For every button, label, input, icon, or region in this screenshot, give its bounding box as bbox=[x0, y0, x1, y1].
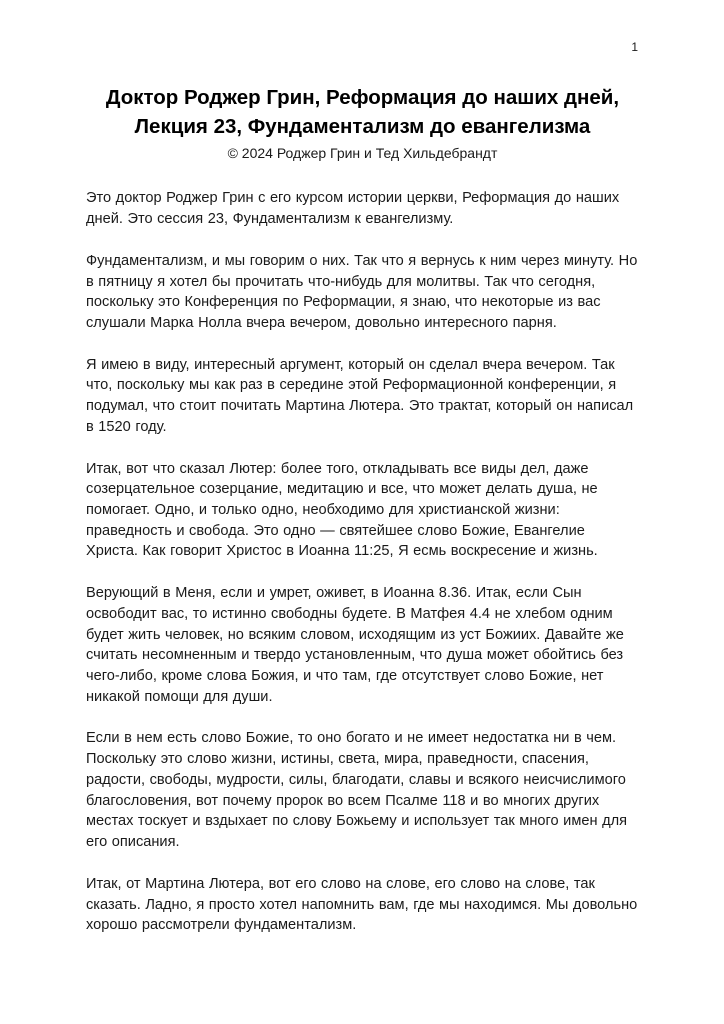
copyright-line: © 2024 Роджер Грин и Тед Хильдебрандт bbox=[227, 145, 498, 162]
document-title: Доктор Роджер Грин, Реформация до наших дней, Лекция 23, Фундаментализм до евангелизма bbox=[105, 86, 620, 138]
paragraph: Я имею в виду, интересный аргумент, который он сделал вчера вечером. Так что, поскольку мы как раз в середине этой Реформационной конференции, я подумал, что стоит почитать Мартина Лютера. Это трактат, который он написал в 1520 году. bbox=[86, 356, 634, 435]
paragraph: Фундаментализм, и мы говорим о них. Так что я вернусь к ним через минуту. Но в пятницу я хотел бы прочитать что-нибудь для молитвы. Так что сегодня, поскольку это Конференция по Реформации, я знаю, что некоторые из вас слушали Марка Нолла вчера вечером, довольно интересного парня. bbox=[86, 252, 638, 331]
paragraph: Верующий в Меня, если и умрет, оживет, в Иоанна 8.36. Итак, если Сын освободит вас, то истинно свободны будете. В Матфея 4.4 не хлебом одним будет жить человек, но всяким словом, исходящим из уст Божиих. Давайте же считать несомненным и твердо установленным, что душа может обойтись без чего-либо, кроме слова Божия, и что там, где отсутствует слово Божие, нет никакой помощи для души. bbox=[86, 585, 624, 705]
paragraph: Итак, от Мартина Лютера, вот его слово на слове, его слово на слове, так сказать. Ладно, я просто хотел напомнить вам, где мы находимся. Мы довольно хорошо рассмотрели фундаментализм. bbox=[86, 875, 638, 934]
page-number: 1 bbox=[631, 40, 638, 54]
paragraph: Итак, вот что сказал Лютер: более того, откладывать все виды дел, даже созерцательное созерцание, медитацию и все, что может делать душа, не помогает. Одно, и только одно, необходимо для христианской жизни: праведность и свобода. Это одно — святейшее слово Божие, Евангелие Христа. Как говорит Христос в Иоанна 11:25, Я есмь воскресение и жизнь. bbox=[86, 460, 598, 560]
paragraph: Это доктор Роджер Грин с его курсом истории церкви, Реформация до наших дней. Это сессия 23, Фундаментализм к евангелизму. bbox=[86, 190, 620, 228]
paragraph: Если в нем есть слово Божие, то оно богато и не имеет недостатка ни в чем. Поскольку это слово жизни, истины, света, мира, праведности, спасения, радости, свободы, мудрости, силы, благодати, славы и всякого неисчислимого благословения, вот почему пророк во всем Псалме 118 и во многих других местах тоскует и вздыхает по слову Божьему и использует так много имен для его описания. bbox=[86, 730, 628, 851]
